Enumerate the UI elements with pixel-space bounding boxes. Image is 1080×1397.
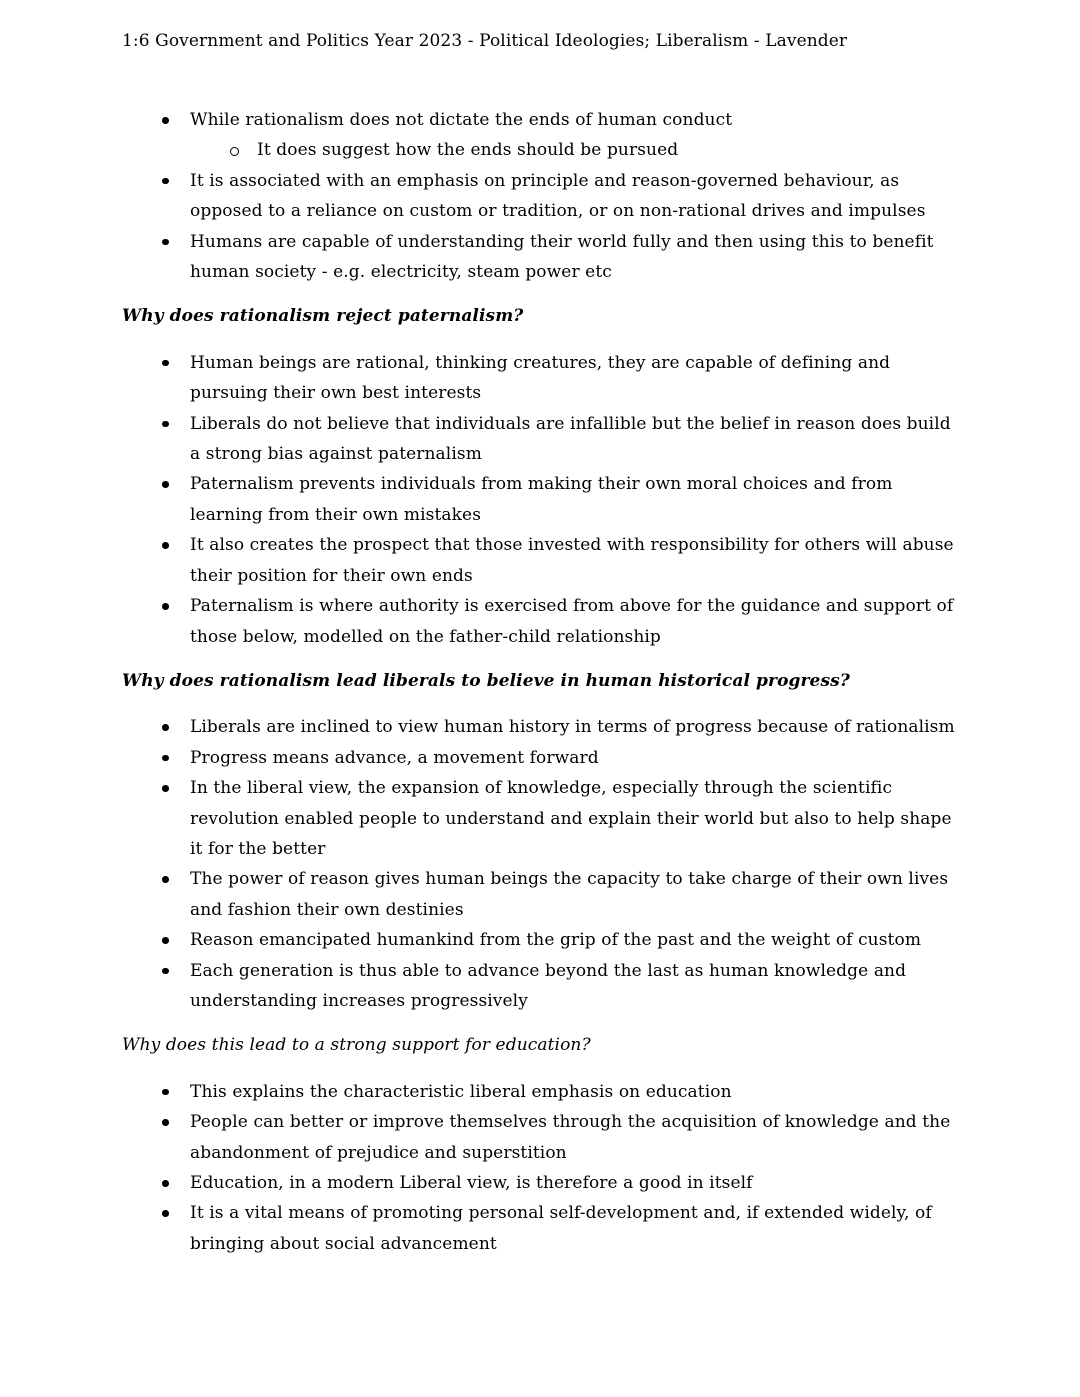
bullet-list-progress	[122, 712, 962, 1016]
list-item-text: Paternalism is where authority is exercised from above for the guidance and support of those below, modelled on the father-child relationship	[190, 596, 954, 647]
list-item-text: People can better or improve themselves through the acquisition of knowledge and the abandonment of prejudice and superstition	[190, 1112, 951, 1163]
list-item	[190, 409, 962, 470]
list-item-text: It is associated with an emphasis on principle and reason-governed behaviour, as opposed to a reliance on custom or tradition, or on non-rational drives and impulses	[190, 170, 926, 222]
list-item	[190, 956, 962, 1017]
heading-historical-progress: Why does rationalism lead liberals to believe in human historical progress?	[122, 670, 850, 691]
document-title: 1:6 Government and Politics Year 2023 - Political Ideologies; Liberalism - Lavender	[122, 31, 848, 51]
list-item	[190, 864, 962, 925]
list-item	[190, 925, 962, 955]
list-item	[190, 773, 962, 864]
list-item	[190, 530, 962, 591]
list-item-text: It is a vital means of promoting personal self-development and, if extended widely, of bringing about social advancement	[190, 1203, 932, 1254]
list-item	[190, 1168, 962, 1198]
list-item-text: It also creates the prospect that those invested with responsibility for others will abuse their position for their own ends	[190, 535, 954, 586]
bullet-list-paternalism	[122, 348, 962, 652]
sub-list-item	[257, 135, 962, 165]
list-item-text: Education, in a modern Liberal view, is therefore a good in itself	[190, 1173, 753, 1193]
list-item	[190, 712, 962, 742]
list-item-text: Reason emancipated humankind from the grip of the past and the weight of custom	[190, 930, 922, 951]
heading-support-education: Why does this lead to a strong support for education?	[122, 1035, 591, 1056]
sub-bullet-list	[190, 135, 962, 165]
sub-list-item-text: It does suggest how the ends should be pursued	[257, 140, 679, 161]
list-item	[190, 105, 962, 166]
list-item	[190, 469, 962, 530]
list-item	[190, 1077, 962, 1107]
list-item-text: Humans are capable of understanding their world fully and then using this to benefit human society - e.g. electricity, steam power etc	[190, 231, 934, 283]
list-item-text: While rationalism does not dictate the ends of human conduct	[190, 110, 733, 130]
list-item-text: In the liberal view, the expansion of knowledge, especially through the scientific revolution enabled people to understand and explain their world but also to help shape it for the better	[190, 778, 952, 859]
list-item	[190, 1198, 962, 1259]
bullet-list-education	[122, 1077, 962, 1259]
list-item-text: Paternalism prevents individuals from making their own moral choices and from learning from their own mistakes	[190, 474, 893, 525]
bullet-list-rationalism	[122, 105, 962, 287]
list-item-text: Each generation is thus able to advance beyond the last as human knowledge and understanding increases progressively	[190, 960, 907, 1011]
list-item	[190, 1107, 962, 1168]
list-item	[190, 743, 962, 773]
list-item	[190, 591, 962, 652]
list-item-text: This explains the characteristic liberal emphasis on education	[190, 1081, 732, 1102]
list-item-text: Liberals do not believe that individuals are infallible but the belief in reason does build a strong bias against paternalism	[190, 413, 951, 465]
list-item	[190, 348, 962, 409]
list-item-text: The power of reason gives human beings the capacity to take charge of their own lives and fashion their own destinies	[190, 869, 949, 920]
list-item-text: Human beings are rational, thinking creatures, they are capable of defining and pursuing their own best interests	[190, 352, 891, 404]
list-item-text: Progress means advance, a movement forward	[190, 747, 599, 768]
list-item-text: Liberals are inclined to view human history in terms of progress because of rationalism	[190, 717, 955, 738]
list-item	[190, 166, 962, 227]
heading-reject-paternalism: Why does rationalism reject paternalism?	[122, 306, 524, 327]
list-item	[190, 227, 962, 288]
